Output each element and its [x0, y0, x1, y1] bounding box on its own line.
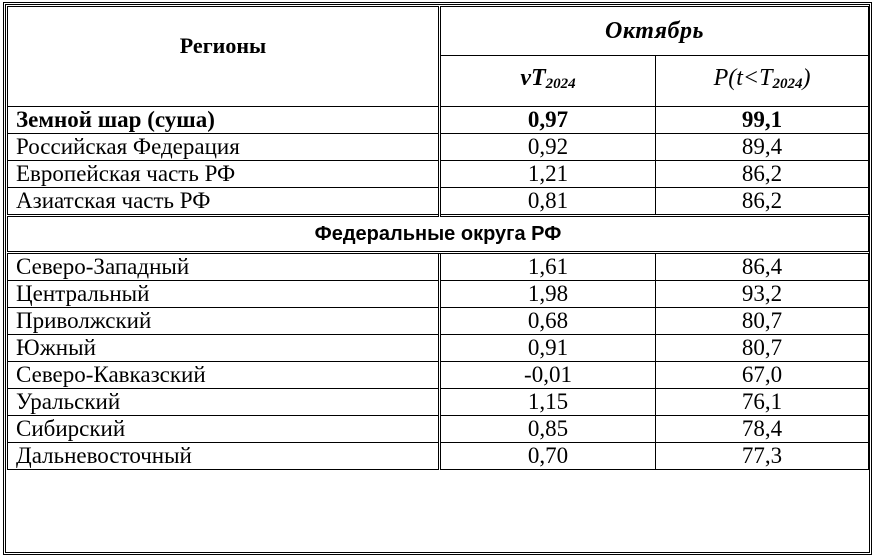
probability-value: 99,1	[656, 107, 869, 134]
table-row	[8, 161, 869, 188]
section-federal-districts: Федеральные округа РФ	[8, 216, 869, 253]
table-row	[8, 253, 869, 281]
region-name: Уральский	[8, 389, 440, 416]
table-row	[8, 281, 869, 308]
probability-value: 76,1	[656, 389, 869, 416]
region-name: Северо-Кавказский	[8, 362, 440, 389]
probability-value: 77,3	[656, 443, 869, 470]
region-name: Дальневосточный	[8, 443, 440, 470]
region-name: Приволжский	[8, 308, 440, 335]
region-name: Земной шар (суша)	[8, 107, 440, 134]
vT-value: 0,81	[440, 188, 656, 216]
vT-value: 1,15	[440, 389, 656, 416]
table-row	[8, 188, 869, 216]
table-row	[8, 362, 869, 389]
vT-value: 0,97	[440, 107, 656, 134]
header-probability: $P(t<T_{2024})$	[656, 56, 869, 107]
regions-table	[7, 6, 869, 470]
probability-value: 89,4	[656, 134, 869, 161]
header-vT2024: $vT_{2024}$	[440, 56, 656, 107]
vT-value: 1,21	[440, 161, 656, 188]
header-regions: Регионы	[8, 7, 440, 107]
vT-value: 0,85	[440, 416, 656, 443]
probability-value: 67,0	[656, 362, 869, 389]
region-name: Азиатская часть РФ	[8, 188, 440, 216]
region-name: Северо-Западный	[8, 253, 440, 281]
vT-value: 0,70	[440, 443, 656, 470]
vT-value: 0,68	[440, 308, 656, 335]
district-rows	[8, 253, 869, 470]
region-name: Сибирский	[8, 416, 440, 443]
vT-value: 0,91	[440, 335, 656, 362]
table-row	[8, 443, 869, 470]
probability-value: 78,4	[656, 416, 869, 443]
table-row	[8, 308, 869, 335]
region-name: Центральный	[8, 281, 440, 308]
probability-value: 86,2	[656, 188, 869, 216]
table-row	[8, 335, 869, 362]
region-name: Южный	[8, 335, 440, 362]
vT-value: 1,61	[440, 253, 656, 281]
table-row	[8, 389, 869, 416]
table-row	[8, 416, 869, 443]
region-name: Российская Федерация	[8, 134, 440, 161]
vT-value: 0,92	[440, 134, 656, 161]
probability-value: 93,2	[656, 281, 869, 308]
probability-value: 86,4	[656, 253, 869, 281]
top-rows	[8, 107, 869, 216]
section-row-group	[8, 216, 869, 253]
vT-value: 1,98	[440, 281, 656, 308]
table-row	[8, 107, 869, 134]
header-month: Октябрь	[440, 7, 869, 56]
probability-value: 86,2	[656, 161, 869, 188]
vT-value: -0,01	[440, 362, 656, 389]
region-name: Европейская часть РФ	[8, 161, 440, 188]
probability-value: 80,7	[656, 308, 869, 335]
table-row	[8, 134, 869, 161]
probability-value: 80,7	[656, 335, 869, 362]
